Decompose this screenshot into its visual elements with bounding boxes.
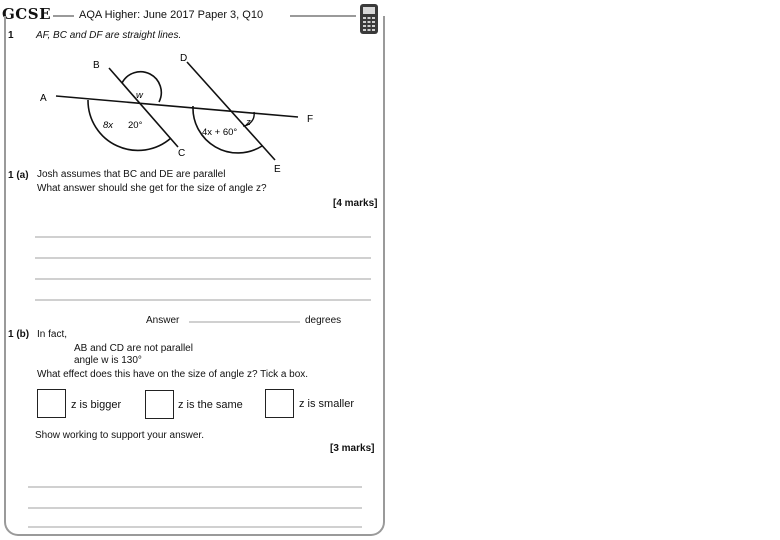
part-a-line2: What answer should she get for the size of angle z? bbox=[37, 183, 267, 194]
part-b-line4: What effect does this have on the size of angle z? Tick a box. bbox=[37, 369, 309, 380]
tick-box-bigger[interactable] bbox=[37, 389, 66, 418]
working-line[interactable] bbox=[35, 278, 371, 280]
page-title: AQA Higher: June 2017 Paper 3, Q10 bbox=[79, 9, 264, 21]
gcse-logo: GCSE bbox=[2, 5, 52, 23]
angle-8x-label: 8x bbox=[103, 120, 114, 131]
point-b: B bbox=[93, 60, 100, 71]
point-e: E bbox=[274, 164, 281, 175]
part-b-marks: [3 marks] bbox=[330, 443, 375, 454]
angle-diagram bbox=[30, 50, 330, 185]
question-number: 1 bbox=[8, 30, 14, 41]
option-smaller-label: z is smaller bbox=[299, 398, 355, 410]
angle-20-label: 20° bbox=[128, 120, 143, 131]
working-line[interactable] bbox=[35, 257, 371, 259]
working-line[interactable] bbox=[28, 526, 362, 528]
part-b-label: 1 (b) bbox=[8, 329, 30, 340]
part-a-line1: Josh assumes that BC and DE are parallel bbox=[37, 169, 226, 180]
option-bigger-label: z is bigger bbox=[71, 399, 122, 411]
answer-unit: degrees bbox=[305, 315, 342, 326]
part-b-instruction: Show working to support your answer. bbox=[35, 430, 204, 441]
point-f: F bbox=[307, 114, 314, 125]
tick-box-smaller[interactable] bbox=[265, 389, 294, 418]
option-same-label: z is the same bbox=[178, 399, 243, 411]
angle-4x60-label: 4x + 60° bbox=[202, 127, 238, 138]
working-line[interactable] bbox=[28, 507, 362, 509]
answer-input-line[interactable] bbox=[189, 321, 300, 323]
point-c: C bbox=[178, 148, 186, 159]
part-a-marks: [4 marks] bbox=[333, 198, 378, 209]
tick-box-same[interactable] bbox=[145, 390, 174, 419]
part-b-line2: AB and CD are not parallel bbox=[74, 343, 193, 354]
part-b-line1: In fact, bbox=[37, 329, 68, 340]
answer-label: Answer bbox=[146, 315, 180, 326]
line-bc bbox=[109, 68, 178, 147]
working-line[interactable] bbox=[35, 236, 371, 238]
line-af bbox=[56, 96, 298, 117]
working-line[interactable] bbox=[35, 299, 371, 301]
question-intro: AF, BC and DF are straight lines. bbox=[36, 30, 182, 41]
point-a: A bbox=[40, 93, 47, 104]
angle-w-label: w bbox=[136, 90, 143, 101]
line-de bbox=[187, 62, 275, 160]
point-d: D bbox=[180, 53, 188, 64]
angle-z-label: z bbox=[246, 117, 251, 128]
working-line[interactable] bbox=[28, 486, 362, 488]
part-a-label: 1 (a) bbox=[8, 170, 29, 181]
part-b-line3: angle w is 130° bbox=[74, 355, 142, 366]
